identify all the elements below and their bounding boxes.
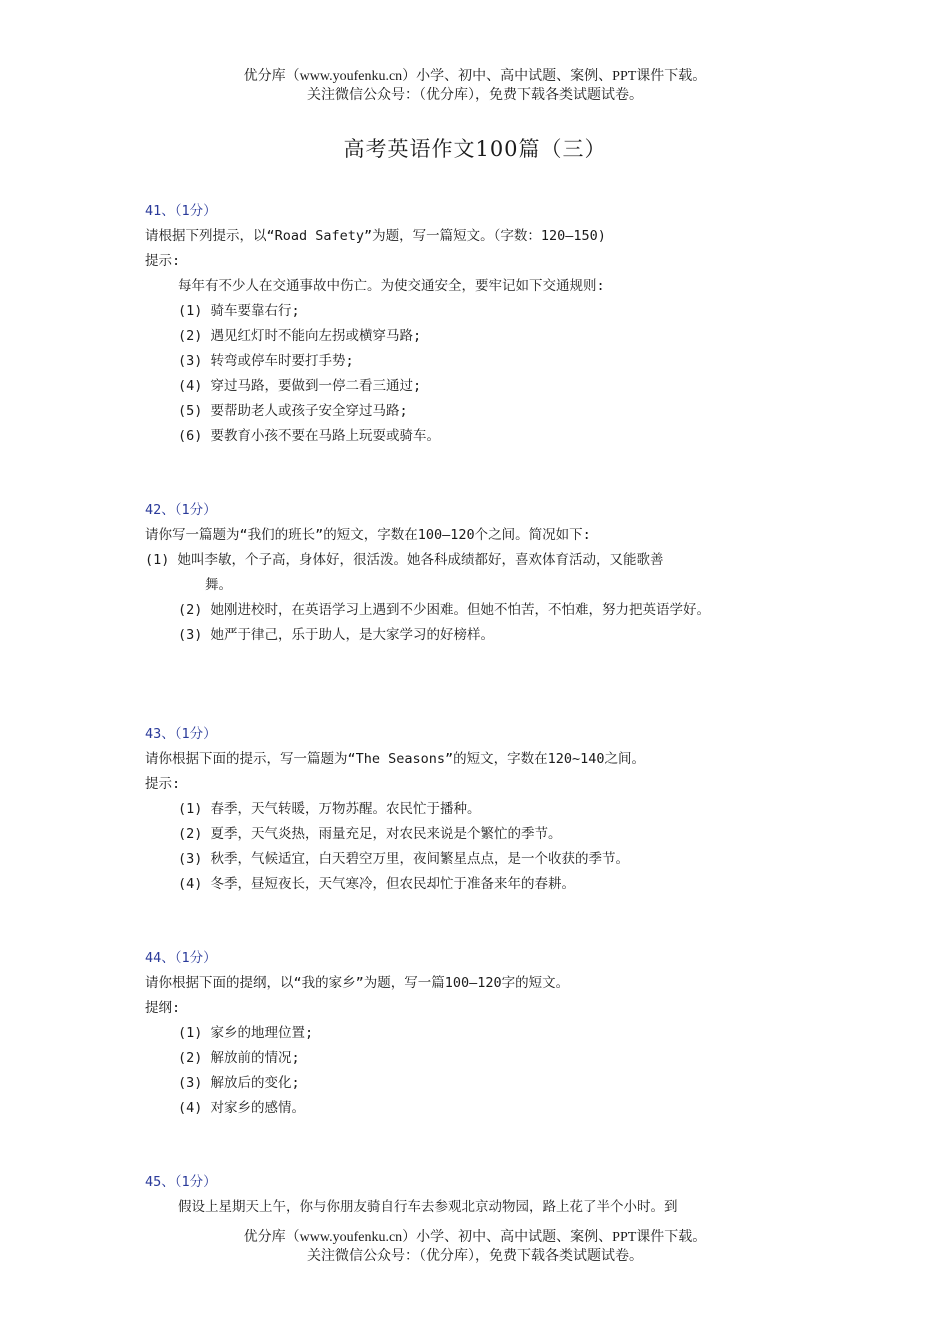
list-item: (1) 家乡的地理位置; [178,1025,314,1041]
question-header: 41、（1分） [145,203,217,219]
question-43 [145,722,810,897]
question-42 [145,498,810,648]
list-item: (3) 转弯或停车时要打手势; [178,353,354,369]
list-item: (5) 要帮助老人或孩子安全穿过马路; [178,403,408,419]
question-header: 45、（1分） [145,1174,217,1190]
hint-label: 提示: [145,253,181,269]
question-prompt: 请根据下列提示，以“Road Safety”为题，写一篇短文。（字数：120—150) [145,228,606,244]
question-prompt: 请你根据下面的提示，写一篇题为“The Seasons”的短文，字数在120~140之间。 [145,751,646,767]
question-44 [145,946,810,1121]
list-item-continuation: 舞。 [205,577,232,593]
page-header [0,67,950,105]
question-intro: 每年有不少人在交通事故中伤亡。为使交通安全，要牢记如下交通规则: [178,278,605,294]
page-title: 高考英语作文100篇（三） [343,137,607,161]
page-footer [0,1228,950,1266]
footer-line-2: 关注微信公众号：（优分库），免费下载各类试题试卷。 [307,1249,643,1264]
question-header: 43、（1分） [145,726,217,742]
list-item: (4) 穿过马路，要做到一停二看三通过; [178,378,422,394]
header-line-2: 关注微信公众号：（优分库），免费下载各类试题试卷。 [307,88,643,103]
list-item: (1) 骑车要靠右行; [178,303,300,319]
list-item: (3) 她严于律己，乐于助人，是大家学习的好榜样。 [178,627,495,643]
list-item: (2) 遇见红灯时不能向左拐或横穿马路; [178,328,422,344]
list-item [145,548,810,573]
question-intro: 假设上星期天上午，你与你朋友骑自行车去参观北京动物园，路上花了半个小时。到 [178,1199,678,1215]
question-header: 44、（1分） [145,950,217,966]
outline-label: 提纲: [145,1000,181,1016]
question-header: 42、（1分） [145,502,217,518]
list-item-text: (1) 她叫李敏，个子高，身体好，很活泼。她各科成绩都好，喜欢体育活动，又能歌善 [145,552,664,568]
question-45 [145,1170,810,1220]
list-item: (2) 夏季，天气炎热，雨量充足，对农民来说是个繁忙的季节。 [178,826,562,842]
list-item: (2) 解放前的情况; [178,1050,300,1066]
list-item: (1) 春季，天气转暖，万物苏醒。农民忙于播种。 [178,801,481,817]
footer-line-1: 优分库（www.youfenku.cn）小学、初中、高中试题、案例、PPT课件下载。 [243,1230,707,1245]
question-41 [145,199,810,449]
list-item: (4) 冬季，昼短夜长，天气寒冷，但农民却忙于准备来年的春耕。 [178,876,576,892]
list-item: (6) 要教育小孩不要在马路上玩耍或骑车。 [178,428,441,444]
list-item: (3) 解放后的变化; [178,1075,300,1091]
question-prompt: 请你写一篇题为“我们的班长”的短文，字数在100—120个之间。简况如下: [145,527,591,543]
hint-label: 提示: [145,776,181,792]
list-item: (2) 她刚进校时，在英语学习上遇到不少困难。但她不怕苦，不怕难，努力把英语学好。 [178,602,711,618]
question-prompt: 请你根据下面的提纲，以“我的家乡”为题，写一篇100—120字的短文。 [145,975,570,991]
list-item: (3) 秋季，气候适宜，白天碧空万里，夜间繁星点点，是一个收获的季节。 [178,851,630,867]
list-item: (4) 对家乡的感情。 [178,1100,306,1116]
header-line-1: 优分库（www.youfenku.cn）小学、初中、高中试题、案例、PPT课件下载。 [243,69,707,84]
